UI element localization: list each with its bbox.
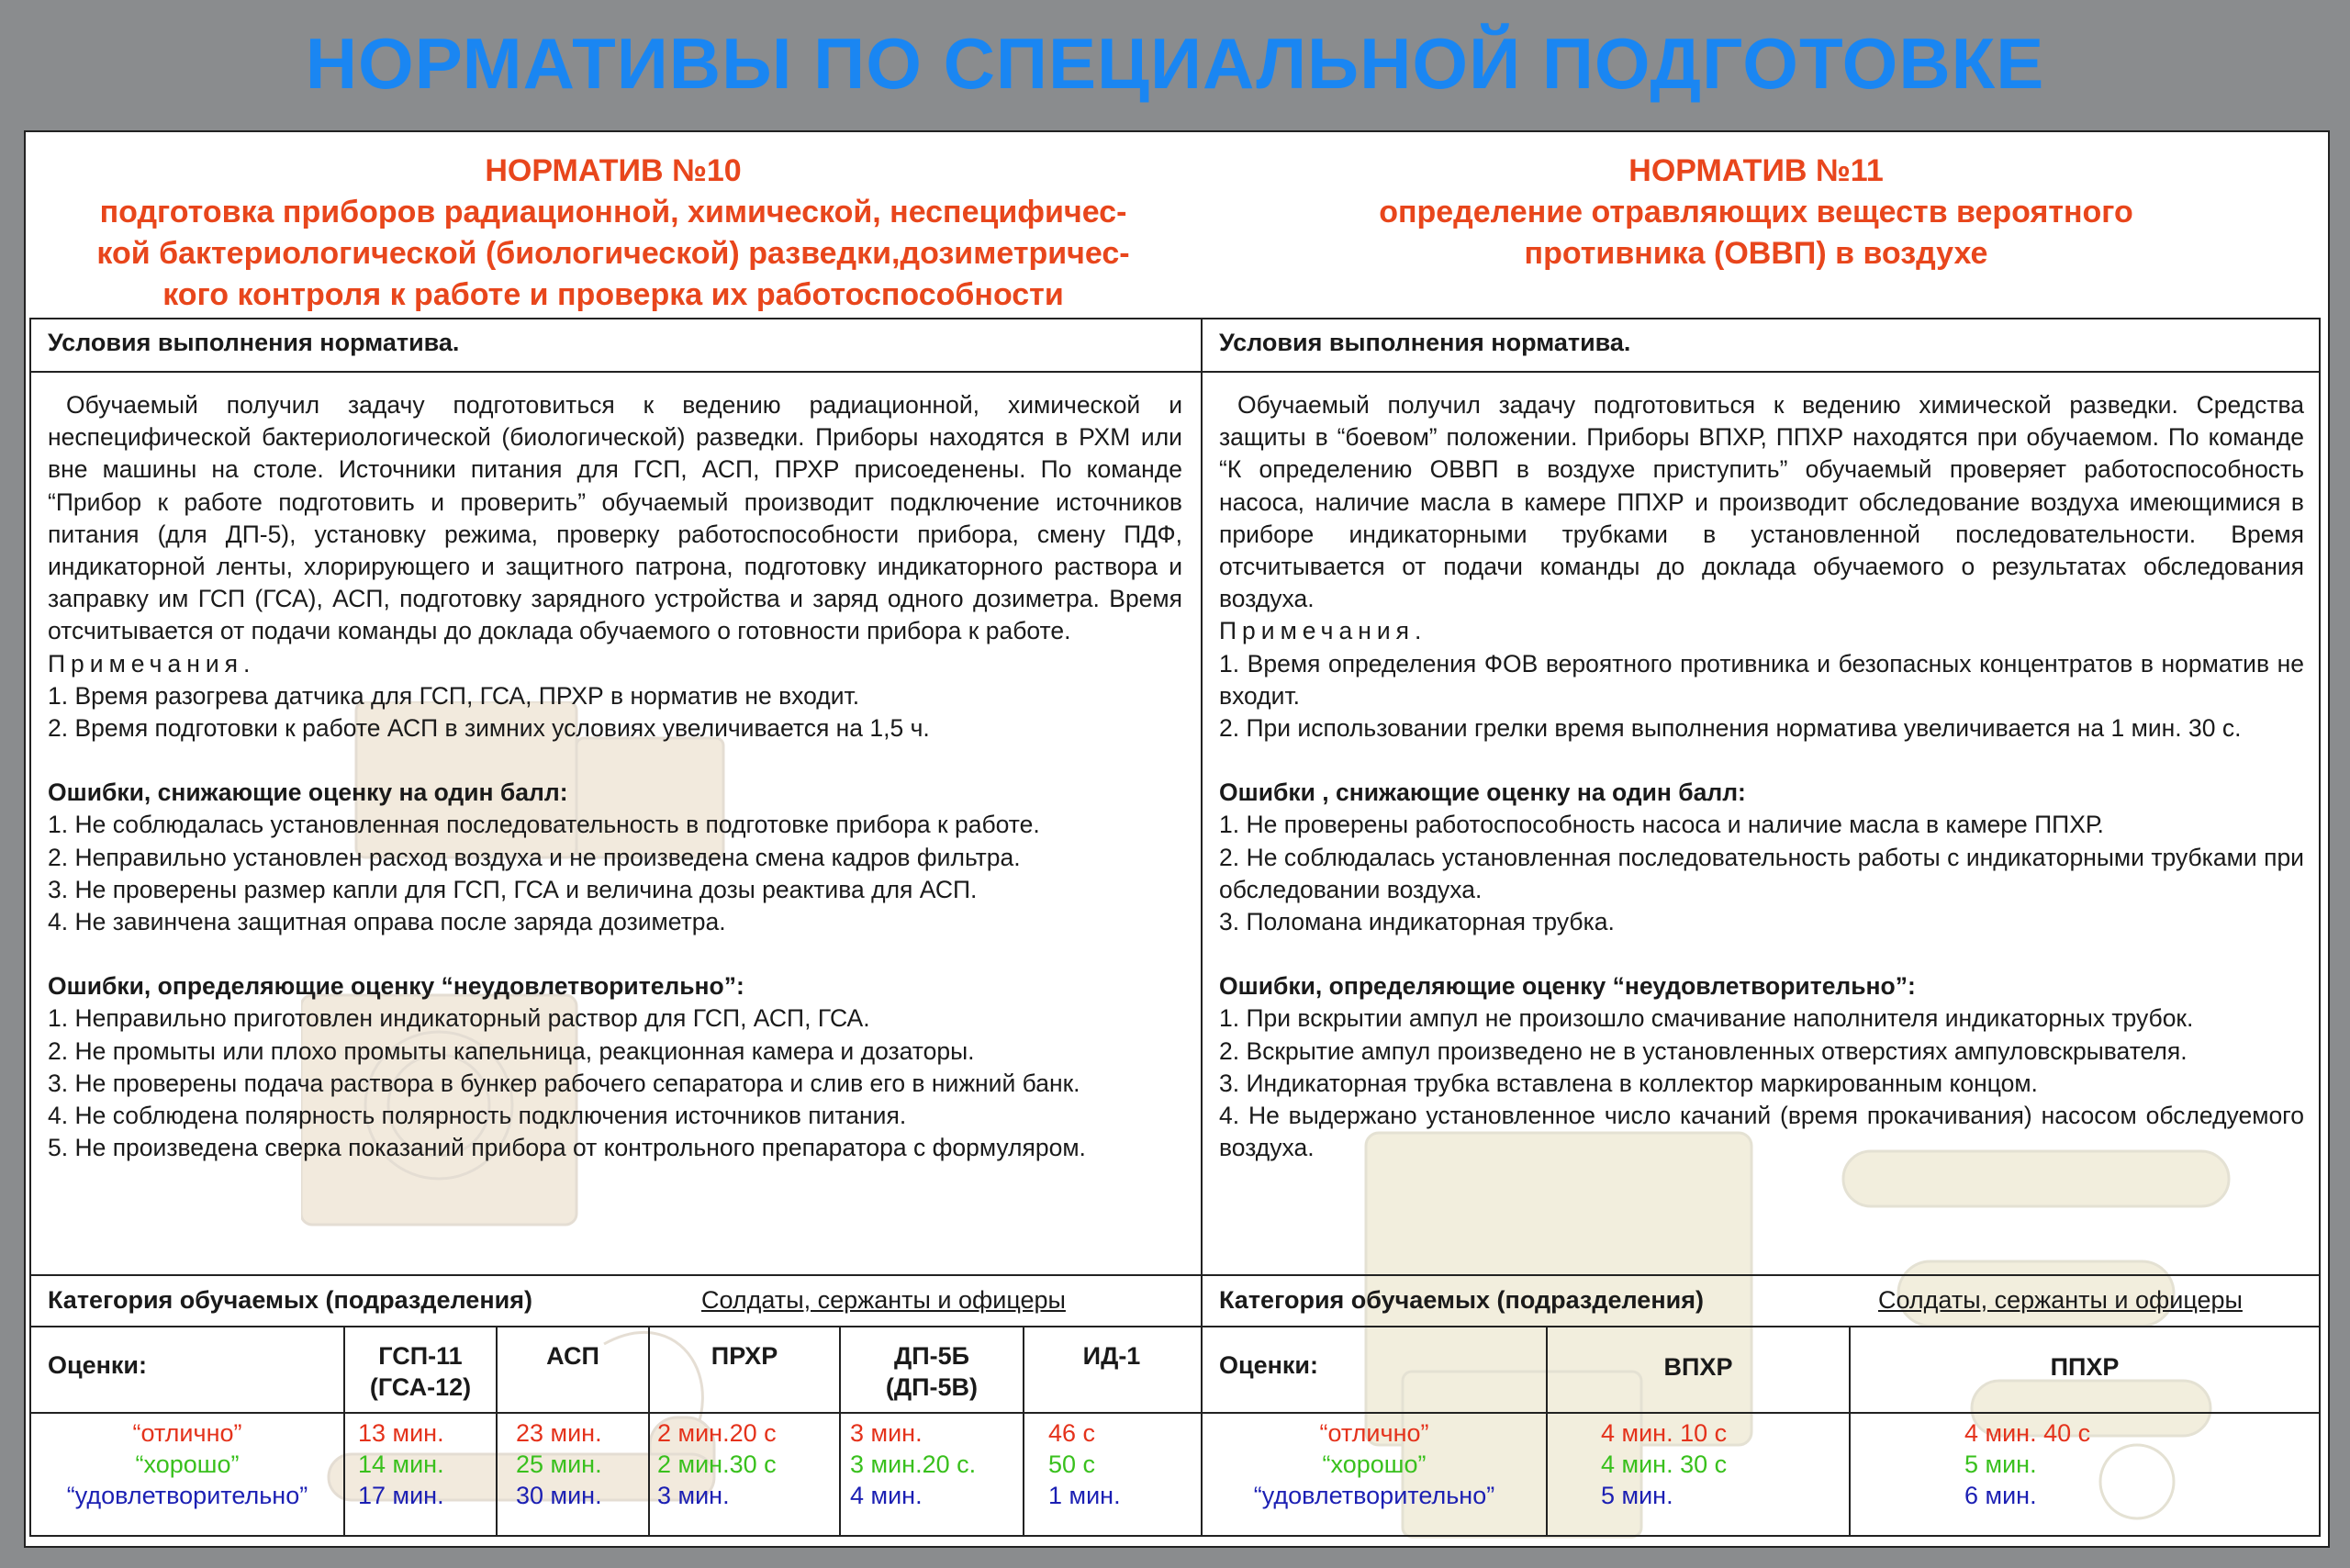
table-cell: 2 мин.30 с [657, 1450, 777, 1478]
table-cell: 25 мин. [516, 1450, 602, 1478]
divider [31, 371, 2319, 373]
divider [31, 1274, 2319, 1276]
standard-10-title: НОРМАТИВ №10 [485, 153, 742, 188]
standard-10-body [48, 389, 1182, 1164]
table-cell: 30 мин. [516, 1482, 602, 1509]
errors-fail-label: Ошибки, определяющие оценку “неудовлетворительно”: [1219, 972, 1916, 1001]
errors-minor-label: Ошибки , снижающие оценку на один балл: [1219, 778, 1746, 807]
note-item: 2. При использовании грелки время выполнения норматива увеличивается на 1 мин. 30 с. [1219, 714, 2242, 743]
error-item: 3. Не проверены размер капли для ГСП, ГСА и величина дозы реактива для АСП. [48, 875, 978, 903]
divider [1201, 319, 1203, 1537]
error-item: 3. Поломана индикаторная трубка. [1219, 908, 1615, 936]
conditions-text: Обучаемый получил задачу подготовиться к ведению химической разведки. Средства защиты в “боевом” положении. Приборы ВПХР, ППХР находятся при обучаемом. По команде “К определению ОВВП в воздухе приступить” обучаемый проверяет работоспособность насоса, наличие масла в камере ППХР и производит обследование воздуха имеющимися в приборе индикаторными трубками в установленной последовательности. Время отсчитывается от подачи команды до доклада обучаемого о результатах обследования воздуха. [1219, 391, 2304, 613]
category-label: Категория обучаемых (подразделения) [1219, 1286, 1704, 1314]
table-cell: 5 мин. [1964, 1450, 2037, 1478]
standard-10-header [53, 151, 1173, 316]
standard-11-subtitle-line: противника (ОВВП) в воздухе [1524, 236, 1988, 271]
table-cell: 5 мин. [1601, 1482, 1673, 1509]
column-header-dp5: ДП-5Б (ДП-5В) [885, 1342, 979, 1401]
table-cell: 4 мин. 40 с [1964, 1419, 2091, 1447]
notes-label: Примечания. [1219, 617, 1427, 645]
grades-label: Оценки: [48, 1351, 148, 1379]
errors-minor-label: Ошибки, снижающие оценку на один балл: [48, 778, 568, 807]
table-cell: 3 мин.20 с. [850, 1450, 977, 1478]
error-item: 3. Не проверены подача раствора в бункер рабочего сепаратора и слив его в нижний банк. [48, 1069, 1080, 1097]
grade-excellent: “отлично” [132, 1419, 242, 1447]
standard-10-subtitle-line: подготовка приборов радиационной, химической, неспецифичес- [99, 195, 1127, 230]
error-item: 4. Не выдержано установленное число качаний (время прокачивания) насосом обследуемого воздуха. [1219, 1102, 2304, 1162]
error-item: 2. Не промыты или плохо промыты капельница, реакционная камера и дозаторы. [48, 1036, 975, 1065]
poster-title: НОРМАТИВЫ ПО СПЕЦИАЛЬНОЙ ПОДГОТОВКЕ [305, 23, 2045, 104]
divider [31, 1326, 2319, 1327]
error-item: 5. Не произведена сверка показаний прибора от контрольного препаратора с формуляром. [48, 1134, 1086, 1162]
standard-11-body [1219, 389, 2304, 1164]
standard-10-subtitle-line: кого контроля к работе и проверка их работоспособности [162, 277, 1064, 312]
grade-good: “хорошо” [135, 1450, 240, 1478]
column-header-pphr: ППХР [2050, 1353, 2120, 1381]
table-cell: 46 с [1048, 1419, 1096, 1447]
table-cell: 6 мин. [1964, 1482, 2037, 1509]
column-header-id1: ИД-1 [1082, 1342, 1141, 1370]
error-item: 1. При вскрытии ампул не произошло смачивание наполнителя индикаторных трубок. [1219, 1004, 2194, 1033]
table-cell: 23 мин. [516, 1419, 602, 1447]
error-item: 1. Неправильно приготовлен индикаторный раствор для ГСП, АСП, ГСА. [48, 1004, 870, 1033]
standard-11-title: НОРМАТИВ №11 [1628, 153, 1884, 188]
note-item: 2. Время подготовки к работе АСП в зимних условиях увеличивается на 1,5 ч. [48, 714, 930, 743]
grades-label: Оценки: [1219, 1351, 1319, 1379]
table-cell: 3 мин. [657, 1482, 730, 1509]
category-label: Категория обучаемых (подразделения) [48, 1286, 532, 1314]
table-cell: 2 мин.20 с [657, 1419, 777, 1447]
category-value: Солдаты, сержанты и офицеры [701, 1286, 1066, 1314]
error-item: 4. Не завинчена защитная оправа после заряда дозиметра. [48, 908, 726, 936]
conditions-text: Обучаемый получил задачу подготовиться к ведению радиационной, химической и неспецифической бактериологической (биологической) разведки. Приборы находятся в РХМ или вне машины на столе. Источники питания для ГСП, АСП, ПРХР присоеденены. По команде “Прибор к работе подготовить и проверить” обучаемый производит подключение источников питания (для ДП-5), установку режима, проверку работоспособности прибора, смену ПДФ, индикаторной ленты, хлорирующего и защитного патрона, подготовку индикаторного раствора и заправку им ГСП (ГСА), АСП, подготовку зарядного устройства и заряд одного дозиметра. Время отсчитывается от подачи команды до доклада обучаемого о готовности прибора к работе. [48, 391, 1182, 645]
table-cell: 50 с [1048, 1450, 1096, 1478]
column-header-asp: АСП [546, 1342, 599, 1370]
conditions-label: Условия выполнения норматива. [48, 329, 460, 356]
divider [31, 1412, 2319, 1414]
category-value: Солдаты, сержанты и офицеры [1878, 1286, 2243, 1314]
note-item: 1. Время разогрева датчика для ГСП, ГСА, ПРХР в норматив не входит. [48, 681, 860, 710]
error-item: 2. Не соблюдалась установленная последовательность работы с индикаторными трубками при обследовании воздуха. [1219, 843, 2304, 903]
error-item: 1. Не соблюдалась установленная последовательность в подготовке прибора к работе. [48, 811, 1040, 839]
grade-excellent: “отлично” [1319, 1419, 1429, 1447]
table-cell: 4 мин. 30 с [1601, 1450, 1728, 1478]
conditions-label: Условия выполнения норматива. [1219, 329, 1631, 356]
grade-good: “хорошо” [1322, 1450, 1427, 1478]
error-item: 2. Вскрытие ампул произведено не в установленных отверстиях ампуловскрывателя. [1219, 1036, 2188, 1065]
table-cell: 4 мин. 10 с [1601, 1419, 1728, 1447]
table-cell: 13 мин. [358, 1419, 444, 1447]
notes-label: Примечания. [48, 649, 256, 678]
error-item: 2. Неправильно установлен расход воздуха и не произведена смена кадров фильтра. [48, 843, 1021, 871]
standard-11-header [1210, 151, 2302, 274]
note-item: 1. Время определения ФОВ вероятного противника и безопасных концентратов в норматив не входит. [1219, 649, 2304, 710]
table-cell: 4 мин. [850, 1482, 923, 1509]
table-cell: 14 мин. [358, 1450, 444, 1478]
grade-satisfactory: “удовлетворительно” [66, 1482, 308, 1509]
error-item: 4. Не соблюдена полярность полярность подключения источников питания. [48, 1102, 907, 1130]
table-cell: 3 мин. [850, 1419, 923, 1447]
table-cell: 1 мин. [1048, 1482, 1121, 1509]
column-header-vphr: ВПХР [1663, 1353, 1733, 1381]
standard-11-subtitle-line: определение отравляющих веществ вероятного [1379, 195, 2133, 230]
standard-10-subtitle-line: кой бактериологической (биологической) разведки,дозиметричес- [96, 236, 1130, 271]
errors-fail-label: Ошибки, определяющие оценку “неудовлетворительно”: [48, 972, 744, 1001]
column-header-gsp: ГСП-11 (ГСА-12) [369, 1342, 472, 1401]
standards-table [29, 318, 2321, 1537]
error-item: 1. Не проверены работоспособность насоса и наличие масла в камере ППХР. [1219, 811, 2104, 839]
content-panel [24, 130, 2330, 1548]
column-header-prhr: ПРХР [711, 1342, 778, 1370]
grade-satisfactory: “удовлетворительно” [1253, 1482, 1495, 1509]
table-cell: 17 мин. [358, 1482, 444, 1509]
error-item: 3. Индикаторная трубка вставлена в коллектор маркированным концом. [1219, 1069, 2038, 1097]
